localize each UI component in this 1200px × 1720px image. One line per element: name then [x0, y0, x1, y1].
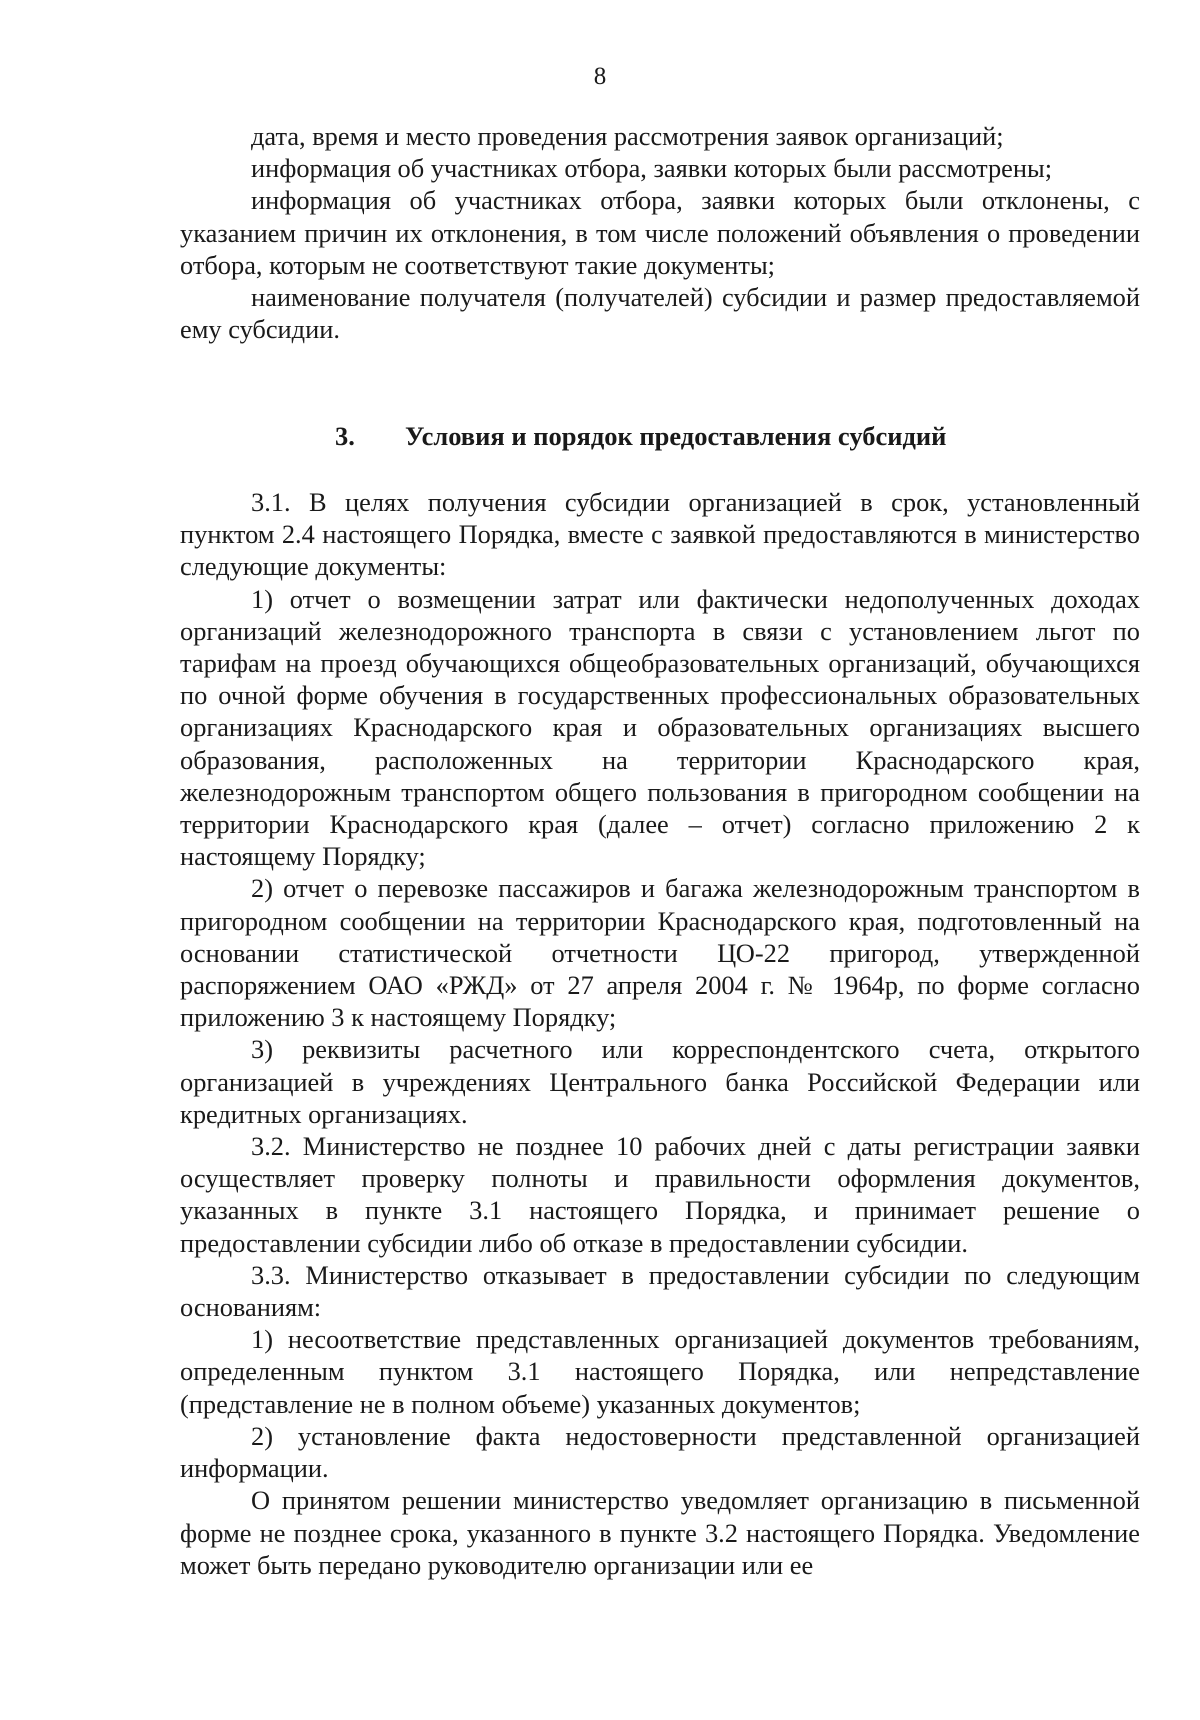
paragraph: информация об участниках отбора, заявки которых были отклонены, с указанием причин их отклонения, в том числе положений объявления о проведении отбора, которым не соответствуют такие документы;: [180, 185, 1140, 280]
paragraph: 3) реквизиты расчетного или корреспондентского счета, открытого организацией в учреждениях Центрального банка Российской Федерации или кредитных организациях.: [180, 1034, 1140, 1129]
paragraph: 3.1. В целях получения субсидии организацией в срок, установленный пунктом 2.4 настоящего Порядка, вместе с заявкой предоставляются в министерство следующие документы:: [180, 487, 1140, 582]
main-text-block: [180, 486, 1140, 1581]
paragraph: 2) установление факта недостоверности представленной организацией информации.: [180, 1420, 1140, 1484]
paragraph: О принятом решении министерство уведомляет организацию в письменной форме не позднее срока, указанного в пункте 3.2 настоящего Порядка. Уведомление может быть передано руководителю организации или ее: [180, 1485, 1140, 1580]
top-text-block: [180, 120, 1140, 345]
paragraph: дата, время и место проведения рассмотрения заявок организаций;: [251, 121, 1004, 151]
section-title: Условия и порядок предоставления субсидий: [405, 421, 947, 451]
paragraph: наименование получателя (получателей) субсидии и размер предоставляемой ему субсидии.: [180, 282, 1140, 345]
paragraph: 3.2. Министерство не позднее 10 рабочих дней с даты регистрации заявки осуществляет проверку полноты и правильности оформления документов, указанных в пункте 3.1 настоящего Порядка, и принимает решение о предоставлении субсидии либо об отказе в предоставлении субсидии.: [180, 1131, 1140, 1258]
paragraph: 2) отчет о перевозке пассажиров и багажа железнодорожным транспортом в пригородном сообщении на территории Краснодарского края, подготовленный на основании статистической отчетности ЦО-22 пригород, утвержденной распоряжением ОАО «РЖД» от 27 апреля 2004 г. № 1964р, по форме согласно приложению 3 к настоящему Порядку;: [180, 873, 1140, 1033]
page-number: 8: [593, 63, 607, 90]
paragraph: информация об участниках отбора, заявки которых были рассмотрены;: [251, 153, 1053, 184]
paragraph: 1) отчет о возмещении затрат или фактически недополученных доходах организаций железнодорожного транспорта в связи с установлением льгот по тарифам на проезд обучающихся общеобразовательных организаций, обучающихся по очной форме обучения в государственных профессиональных образовательных организациях Краснодарского края и образовательных организациях высшего образования, расположенных на территории Краснодарского края, железнодорожным транспортом общего пользования в пригородном сообщении на территории Краснодарского края (далее – отчет) согласно приложению 2 к настоящему Порядку;: [180, 583, 1140, 872]
paragraph: 1) несоответствие представленных организацией документов требованиям, определенным пунктом 3.1 настоящего Порядка, или непредставление (представление не в полном объеме) указанных документов;: [180, 1324, 1140, 1419]
paragraph: 3.3. Министерство отказывает в предоставлении субсидии по следующим основаниям:: [180, 1259, 1140, 1323]
section-number: 3.: [335, 421, 355, 451]
